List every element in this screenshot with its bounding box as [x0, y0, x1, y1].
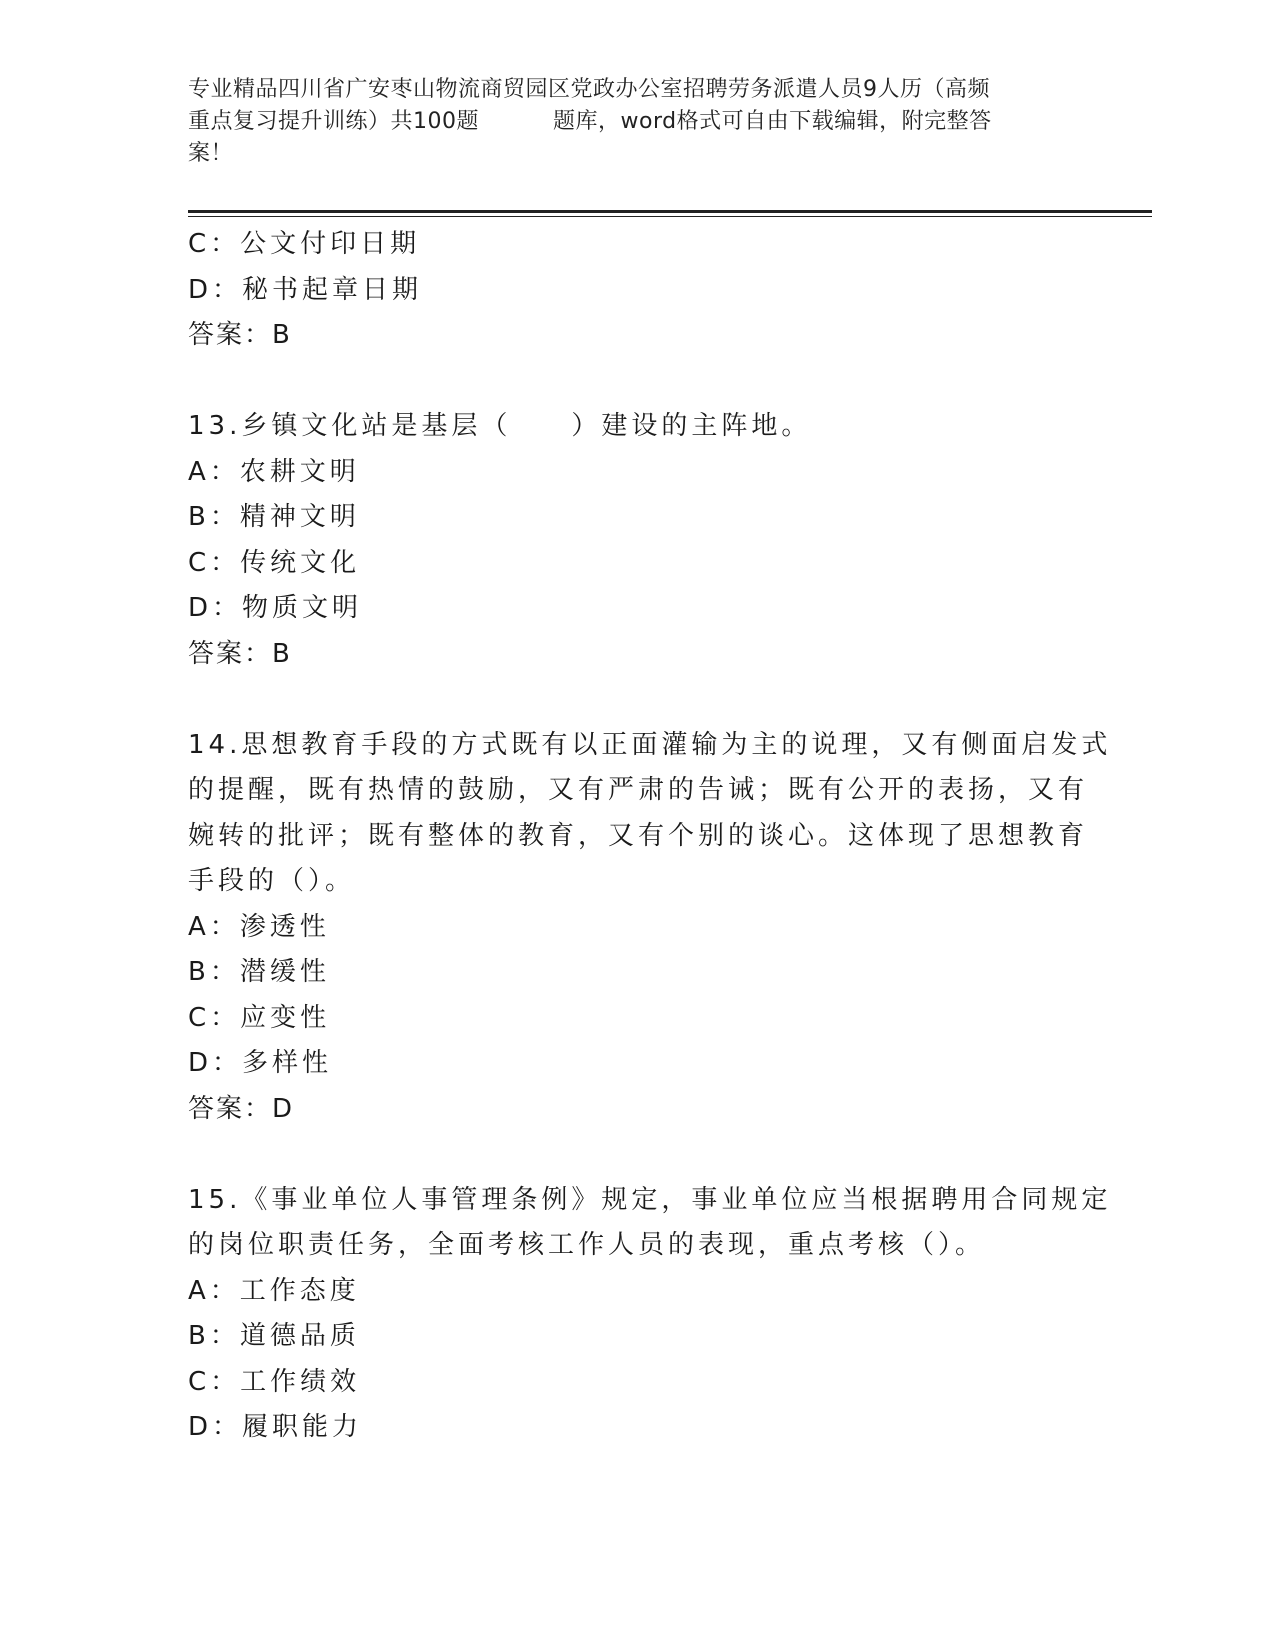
header-title-line-1: 专业精品四川省广安枣山物流商贸园区党政办公室招聘劳务派遣人员9人历（高频	[188, 77, 990, 102]
q14-stem-line-4: 手段的（）。	[188, 866, 356, 896]
q13-stem: 13.乡镇文化站是基层（ ）建设的主阵地。	[188, 411, 812, 441]
q15-stem-line-1: 15.《事业单位人事管理条例》规定，事业单位应当根据聘用合同规定	[188, 1184, 1112, 1215]
q14-answer: 答案：D	[188, 1093, 295, 1124]
spacer	[188, 1132, 1088, 1178]
header-title-line-3: 案！	[188, 141, 234, 166]
header-divider-thick	[188, 210, 1152, 213]
q14-stem-line-2: 的提醒，既有热情的鼓励，又有严肃的告诫；既有公开的表扬，又有	[188, 775, 1089, 805]
q14-option-d: D：多样性	[188, 1048, 333, 1078]
q15-option-a: A：工作态度	[188, 1275, 360, 1306]
q15-option-c: C：工作绩效	[188, 1366, 361, 1397]
q15-stem-line-2: 的岗位职责任务，全面考核工作人员的表现，重点考核（）。	[188, 1230, 986, 1260]
q13-option-d: D：物质文明	[188, 593, 363, 623]
q14-option-a: A：渗透性	[188, 911, 330, 942]
q12-option-d: D：秘书起章日期	[188, 274, 423, 305]
q14-option-b: B：潜缓性	[188, 957, 330, 987]
q14-stem-line-3: 婉转的批评；既有整体的教育，又有个别的谈心。这体现了思想教育	[188, 820, 1089, 851]
q14-stem-line-1: 14.思想教育手段的方式既有以正面灌输为主的说理，又有侧面启发式	[188, 729, 1112, 760]
question-content	[188, 222, 1112, 1451]
q15-option-d: D：履职能力	[188, 1412, 363, 1442]
q15-option-b: B：道德品质	[188, 1321, 360, 1351]
spacer	[188, 359, 1088, 405]
q14-option-c: C：应变性	[188, 1002, 331, 1033]
q12-option-c: C：公文付印日期	[188, 229, 421, 259]
header-title-line-2	[188, 106, 1088, 138]
spacer	[188, 677, 1088, 723]
q13-option-a: A：农耕文明	[188, 456, 360, 487]
header-divider-thin	[188, 216, 1152, 217]
q12-answer: 答案：B	[188, 320, 292, 350]
header-title-line-2-part-1: 重点复习提升训练）共100题	[188, 109, 479, 134]
q13-answer: 答案：B	[188, 638, 292, 669]
q13-option-c: C：传统文化	[188, 547, 361, 578]
q13-option-b: B：精神文明	[188, 502, 360, 532]
header-title-line-2-part-2: 题库，word格式可自由下载编辑，附完整答	[553, 109, 992, 134]
document-header	[188, 74, 1088, 170]
